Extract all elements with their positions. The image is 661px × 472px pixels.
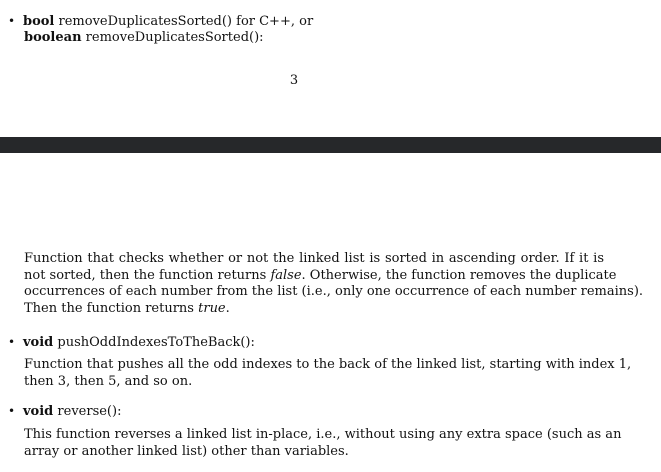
desc-line: Function that pushes all the odd indexes to the back of the linked list, starting with index 1, xyxy=(24,357,632,372)
page-top xyxy=(0,0,661,137)
bullet-item-remove-duplicates xyxy=(8,13,313,30)
return-type-bool: bool xyxy=(23,14,55,29)
desc-line: array or another linked list) other than variables. xyxy=(24,443,349,459)
java-signature-line xyxy=(24,30,264,46)
desc-line: occurrences of each number from the list (i.e., only one occurrence of each number remains). xyxy=(24,284,644,300)
page-bottom xyxy=(0,153,661,472)
italic-false: false xyxy=(270,267,302,283)
desc-line: Then the function returns true. xyxy=(24,300,230,316)
desc-line: then 3, then 5, and so on. xyxy=(24,373,193,389)
bullet-item-push-odd xyxy=(8,334,255,351)
bullet-marker: • xyxy=(8,404,16,418)
page-number: 3 xyxy=(289,73,299,88)
return-type-void: void xyxy=(23,404,54,419)
desc-line: not sorted, then the function returns false. Otherwise, the function removes the duplicate xyxy=(24,267,617,283)
method-signature: reverse(): xyxy=(57,404,122,419)
method-signature-cpp: removeDuplicatesSorted() for C++, or xyxy=(58,14,314,29)
return-type-void: void xyxy=(23,335,54,350)
reverse-description xyxy=(24,427,622,460)
bullet-marker: • xyxy=(8,335,16,349)
desc-line: Function that checks whether or not the linked list is sorted in ascending order. If it is xyxy=(24,251,604,266)
method-signature: pushOddIndexesToTheBack(): xyxy=(57,335,255,350)
remove-duplicates-description xyxy=(24,251,644,317)
desc-line: This function reverses a linked list in-place, i.e., without using any extra space (such as an xyxy=(24,427,622,442)
bullet-item-reverse xyxy=(8,403,121,420)
method-signature-java: removeDuplicatesSorted(): xyxy=(85,30,264,45)
italic-true: true xyxy=(198,300,226,316)
return-type-boolean: boolean xyxy=(24,30,82,45)
push-odd-description xyxy=(24,357,632,390)
bullet-marker: • xyxy=(8,14,16,28)
page-separator xyxy=(0,137,661,153)
